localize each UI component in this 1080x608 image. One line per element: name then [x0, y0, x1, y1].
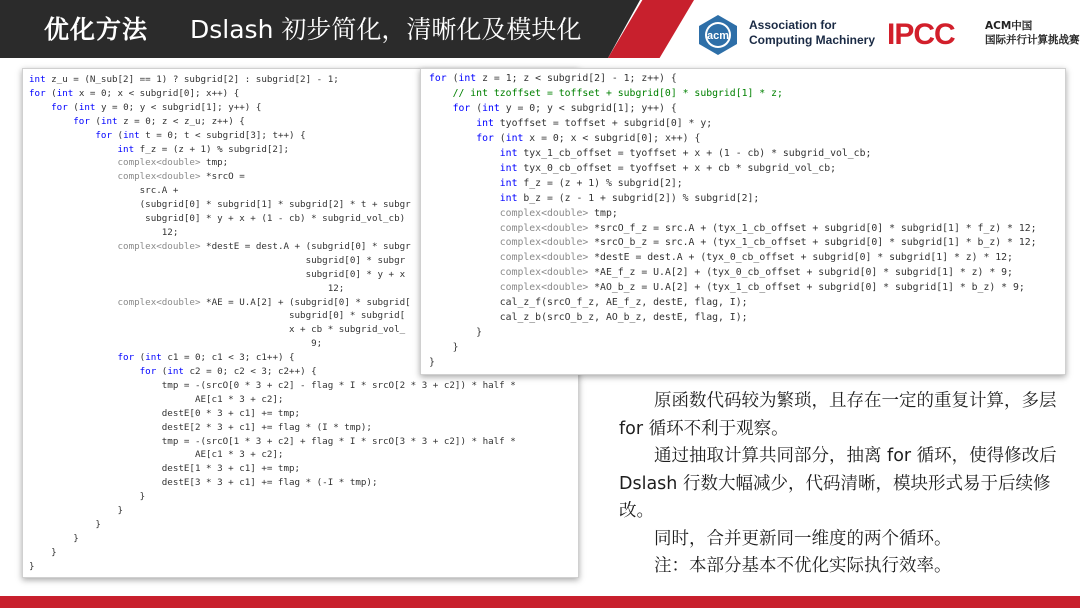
simplified-code-line: for (int y = 0; y < subgrid[1]; y++) {: [452, 102, 677, 114]
ipcc-name-line1: ACM中国: [985, 20, 1033, 32]
description-paragraph-1: 原函数代码较为繁琐，且存在一定的重复计算，多层 for 循环不利于观察。: [619, 391, 1057, 439]
original-code-line: (subgrid[0] * subgrid[1] * subgrid[2] * t + subgr: [29, 199, 411, 211]
original-code-line: }: [29, 519, 101, 530]
original-code-line: 12;: [29, 226, 179, 238]
original-code-line: 9;: [29, 338, 323, 350]
original-code-line: for (int z = 0; z < z_u; z++) {: [73, 115, 245, 127]
simplified-code-line: for (int x = 0; x < subgrid[0]; x++) {: [476, 132, 701, 144]
ipcc-name: [985, 19, 1080, 47]
simplified-code-line: complex<double> *destE = dest.A + (tyx_0_cb_offset + subgrid[0] * subgrid[1] * z) * 12;: [499, 252, 1013, 264]
original-code-line: destE[1 * 3 + c1] += tmp;: [29, 463, 301, 475]
original-code-line: complex<double> tmp;: [117, 157, 229, 169]
simplified-code-line: cal_z_f(srcO_f_z, AE_f_z, destE, flag, I);: [429, 297, 748, 309]
original-code-line: AE[c1 * 3 + c2];: [29, 393, 284, 405]
simplified-code-line: }: [429, 342, 459, 354]
simplified-code-line: }: [429, 327, 483, 339]
page-subtitle: Dslash 初步简化，清晰化及模块化: [190, 15, 582, 44]
acm-name-line2: Computing Machinery: [749, 33, 876, 47]
original-code-line: subgrid[0] * subgr: [29, 254, 406, 266]
simplified-code-line: int f_z = (z + 1) % subgrid[2];: [499, 177, 683, 189]
simplified-code-line: int b_z = (z - 1 + subgrid[2]) % subgrid[2];: [499, 192, 760, 204]
simplified-code-line: int tyx_1_cb_offset = tyoffset + x + (1 - cb) * subgrid_vol_cb;: [499, 147, 872, 159]
original-code-line: x + cb * subgrid_vol_: [29, 324, 406, 336]
description-text: [619, 388, 1059, 581]
description-paragraph-3: 同时，合并更新同一维度的两个循环。: [654, 528, 952, 549]
simplified-code-line: complex<double> *AO_b_z = U.A[2] + (tyx_1_cb_offset + subgrid[0] * subgrid[1] * b_z) * 9;: [499, 282, 1025, 294]
description-paragraph-2: 通过抽取计算共同部分，抽离 for 循环，使得修改后 Dslash 行数大幅减少，代码清晰，模块形式易于后续修改。: [619, 446, 1057, 521]
simplified-code-line: }: [429, 357, 435, 369]
original-code-line: subgrid[0] * y + x: [29, 268, 406, 280]
original-code-line: }: [29, 491, 146, 503]
original-code-line: for (int y = 0; y < subgrid[1]; y++) {: [51, 101, 262, 113]
acm-logo-text: acm: [706, 30, 730, 42]
original-code-line: for (int x = 0; x < subgrid[0]; x++) {: [29, 87, 240, 99]
simplified-code-panel: [420, 68, 1066, 375]
original-code-line: int z_u = (N_sub[2] == 1) ? subgrid[2] : subgrid[2] - 1;: [29, 74, 339, 85]
simplified-code-line: int tyoffset = toffset + subgrid[0] * y;: [476, 117, 713, 129]
original-code-line: AE[c1 * 3 + c2];: [29, 449, 284, 461]
ipcc-logo-icon: [887, 18, 981, 48]
simplified-code-block: [421, 69, 1065, 374]
original-code-line: }: [29, 560, 35, 572]
original-code-line: }: [29, 532, 79, 544]
footer-red-bar: [0, 596, 1080, 608]
original-code-line: complex<double> *destE = dest.A + (subgrid[0] * subgr: [117, 240, 411, 252]
page-title: 优化方法: [44, 15, 149, 44]
original-code-line: 12;: [29, 282, 345, 294]
description-paragraph-4: 注：本部分基本不优化实际执行效率。: [654, 556, 952, 576]
acm-name: [749, 18, 875, 48]
ipcc-logo-text: IPCC: [887, 18, 955, 48]
original-code-line: src.A +: [29, 185, 179, 197]
simplified-code-line: // int tzoffset = toffset + subgrid[0] * subgrid[1] * z;: [452, 87, 783, 99]
original-code-line: tmp = -(srcO[0 * 3 + c2] - flag * I * srcO[2 * 3 + c2]) * half *: [29, 379, 516, 391]
original-code-line: for (int t = 0; t < subgrid[3]; t++) {: [95, 129, 306, 141]
simplified-code-line: int tyx_0_cb_offset = tyoffset + x + cb * subgrid_vol_cb;: [499, 162, 836, 174]
acm-name-line1: Association for: [749, 18, 837, 32]
original-code-line: }: [29, 505, 124, 517]
simplified-code-line: complex<double> *AE_f_z = U.A[2] + (tyx_0_cb_offset + subgrid[0] * subgrid[1] * z) * 9;: [499, 267, 1013, 279]
original-code-line: }: [29, 546, 57, 558]
original-code-line: for (int c1 = 0; c1 < 3; c1++) {: [117, 352, 295, 364]
ipcc-name-line2: 国际并行计算挑战赛: [985, 34, 1080, 46]
original-code-line: destE[0 * 3 + c1] += tmp;: [29, 407, 301, 419]
original-code-line: complex<double> *srcO =: [117, 171, 245, 183]
original-code-line: destE[2 * 3 + c1] += flag * (I * tmp);: [29, 421, 372, 433]
original-code-line: subgrid[0] * y + x + (1 - cb) * subgrid_vol_cb): [29, 213, 406, 225]
simplified-code-line: complex<double> *srcO_b_z = src.A + (tyx_1_cb_offset + subgrid[0] * subgrid[1] * b_z) * 12;: [499, 237, 1037, 249]
original-code-line: for (int c2 = 0; c2 < 3; c2++) {: [139, 366, 317, 378]
original-code-line: complex<double> *AE = U.A[2] + (subgrid[0] * subgrid[: [117, 296, 411, 308]
original-code-line: subgrid[0] * subgrid[: [29, 310, 406, 322]
simplified-code-line: for (int z = 1; z < subgrid[2] - 1; z++) {: [429, 73, 677, 84]
acm-logo-icon: [697, 14, 739, 56]
simplified-code-line: complex<double> *srcO_f_z = src.A + (tyx_1_cb_offset + subgrid[0] * subgrid[1] * f_z) * 12;: [499, 222, 1037, 234]
original-code-line: tmp = -(srcO[1 * 3 + c2] + flag * I * srcO[3 * 3 + c2]) * half *: [29, 435, 516, 447]
original-code-line: destE[3 * 3 + c1] += flag * (-I * tmp);: [29, 477, 378, 489]
simplified-code-line: complex<double> tmp;: [499, 207, 618, 219]
simplified-code-line: cal_z_b(srcO_b_z, AO_b_z, destE, flag, I);: [429, 312, 748, 324]
original-code-line: int f_z = (z + 1) % subgrid[2];: [117, 143, 290, 155]
